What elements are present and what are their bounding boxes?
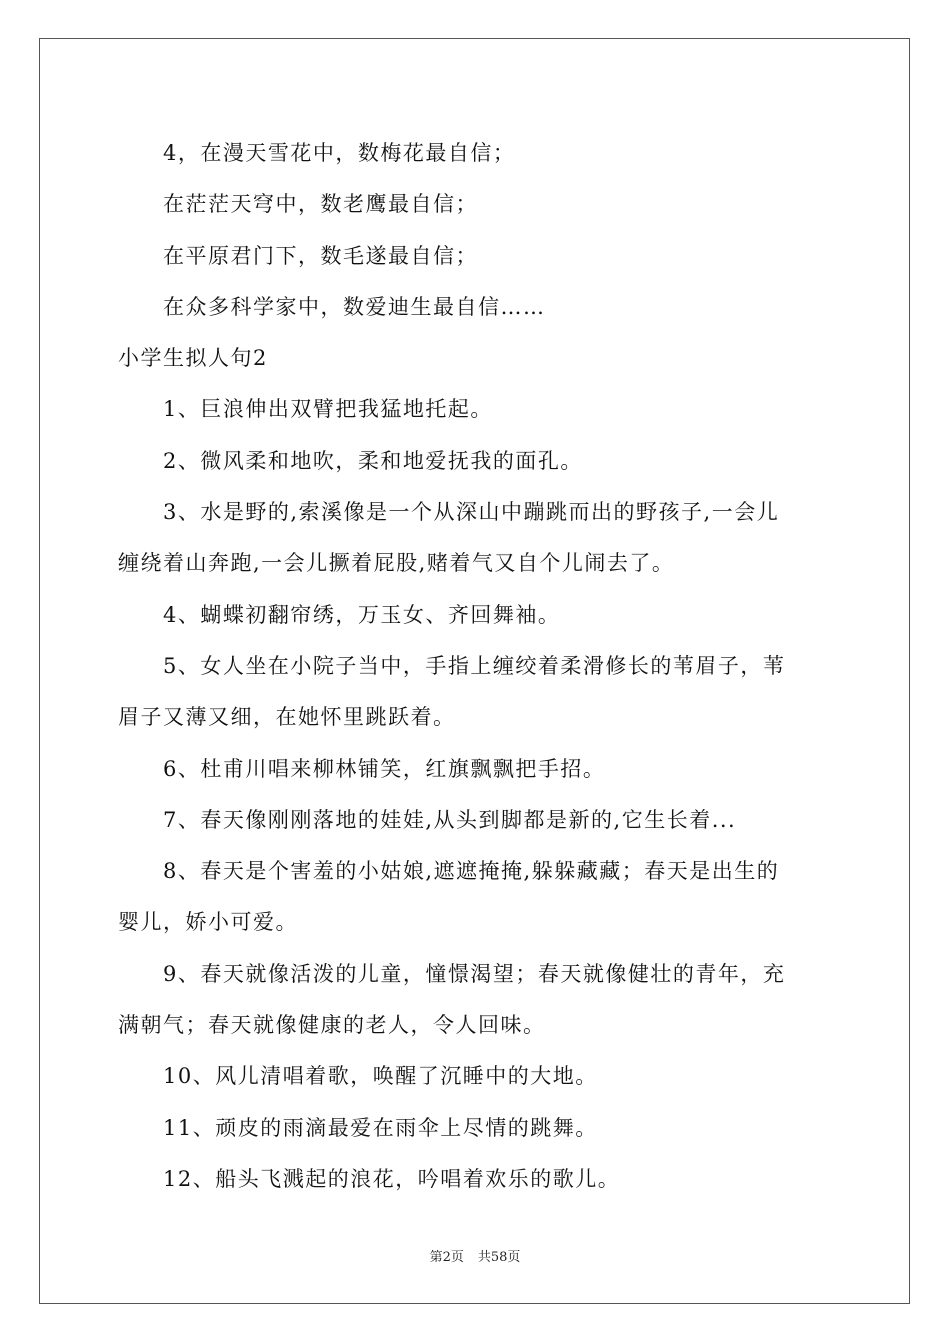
paragraph-continuation: 婴儿，娇小可爱。 bbox=[118, 910, 298, 935]
paragraph: 5、女人坐在小院子当中，手指上缠绞着柔滑修长的苇眉子，苇 bbox=[163, 653, 786, 678]
paragraph: 1、巨浪伸出双臂把我猛地托起。 bbox=[163, 397, 493, 422]
paragraph: 7、春天像刚刚落地的娃娃,从头到脚都是新的,它生长着... bbox=[163, 807, 737, 832]
paragraph-continuation: 缠绕着山奔跑,一会儿撅着屁股,赌着气又自个儿闹去了。 bbox=[118, 551, 675, 576]
paragraph: 2、微风柔和地吹，柔和地爱抚我的面孔。 bbox=[163, 448, 583, 473]
paragraph: 4，在漫天雪花中，数梅花最自信； bbox=[163, 141, 516, 165]
page-number: 第2页 bbox=[429, 1250, 464, 1265]
page-total: 共58页 bbox=[477, 1250, 521, 1265]
paragraph-continuation: 满朝气；春天就像健康的老人，令人回味。 bbox=[118, 1013, 546, 1038]
document-body bbox=[118, 128, 834, 1205]
paragraph: 12、船头飞溅起的浪花，吟唱着欢乐的歌儿。 bbox=[163, 1166, 621, 1191]
paragraph: 6、杜甫川唱来柳林铺笑，红旗飘飘把手招。 bbox=[163, 756, 606, 781]
page-footer bbox=[0, 1246, 950, 1265]
paragraph: 在平原君门下，数毛遂最自信； bbox=[163, 243, 478, 268]
paragraph: 10、风儿清唱着歌，唤醒了沉睡中的大地。 bbox=[163, 1064, 598, 1089]
paragraph: 11、顽皮的雨滴最爱在雨伞上尽情的跳舞。 bbox=[163, 1115, 598, 1140]
paragraph: 9、春天就像活泼的儿童，憧憬渴望；春天就像健壮的青年，充 bbox=[163, 961, 786, 986]
paragraph: 3、水是野的,索溪像是一个从深山中蹦跳而出的野孩子,一会儿 bbox=[163, 500, 780, 525]
paragraph: 4、蝴蝶初翻帘绣，万玉女、齐回舞袖。 bbox=[163, 602, 561, 627]
paragraph: 8、春天是个害羞的小姑娘,遮遮掩掩,躲躲藏藏；春天是出生的 bbox=[163, 859, 780, 884]
paragraph: 在茫茫天穹中，数老鹰最自信； bbox=[163, 192, 478, 217]
paragraph-continuation: 眉子又薄又细，在她怀里跳跃着。 bbox=[118, 705, 456, 730]
paragraph: 在众多科学家中，数爱迪生最自信…… bbox=[163, 294, 546, 319]
section-heading: 小学生拟人句2 bbox=[118, 346, 268, 371]
